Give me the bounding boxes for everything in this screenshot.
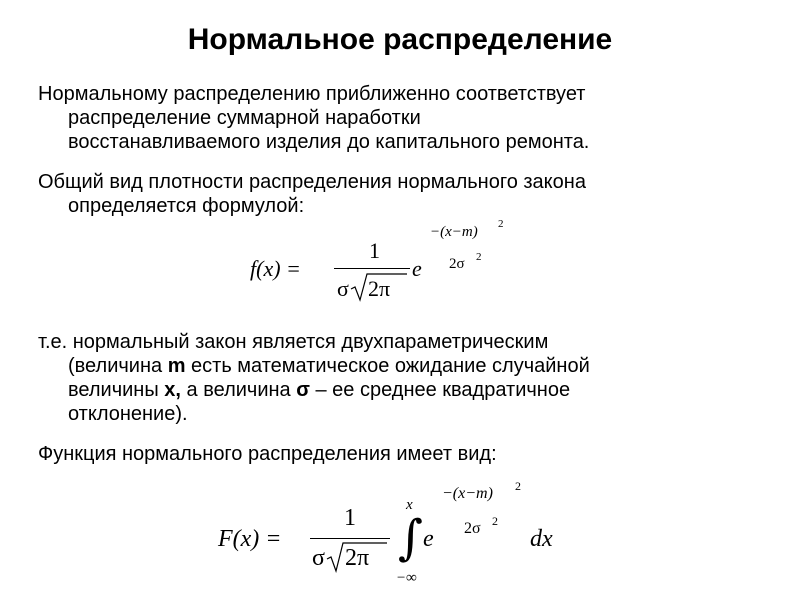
distribution-sigma: σ	[312, 545, 325, 571]
distribution-exp-numerator: −(x−m)	[442, 485, 493, 502]
integral-sign: ∫	[398, 510, 424, 566]
distribution-e: e	[423, 526, 434, 552]
paragraph-3-line-4: отклонение).	[68, 403, 188, 425]
paragraph-2	[38, 170, 778, 218]
differential-dx: dx	[530, 526, 553, 552]
distribution-lhs: F(x) =	[218, 526, 282, 552]
paragraph-1-line-3: восстанавливаемого изделия до капитального ремонта.	[68, 131, 590, 153]
paragraph-3-line-2: (величина m есть математическое ожидание случайной	[68, 355, 590, 377]
density-exp-numerator: −(x−m)	[430, 224, 478, 240]
integral-lower-limit: −∞	[396, 570, 417, 586]
distribution-two-pi: 2π	[345, 545, 370, 571]
density-sqrt-sign	[350, 272, 408, 302]
symbol-x: x,	[164, 379, 181, 401]
paragraph-1	[38, 82, 778, 154]
paragraph-4	[38, 442, 778, 466]
paragraph-2-line-1: Общий вид плотности распределения нормального закона	[38, 171, 586, 193]
density-e: e	[412, 256, 422, 281]
paragraph-4-line-1: Функция нормального распределения имеет вид:	[38, 443, 497, 465]
density-numerator: 1	[369, 238, 380, 263]
integral-upper-limit: x	[406, 497, 413, 513]
density-exp-denominator: 2σ	[449, 256, 465, 272]
paragraph-1-line-1: Нормальному распределению приближенно соответствует	[38, 83, 586, 105]
density-two-pi: 2π	[368, 276, 391, 301]
distribution-exp-denominator: 2σ	[464, 520, 481, 537]
paragraph-3-line-3: величины x, а величина σ – ее среднее квадратичное	[68, 379, 571, 401]
distribution-exp-numerator-power: 2	[515, 479, 521, 493]
density-lhs: f(x) =	[250, 256, 301, 281]
density-fraction-bar	[334, 268, 410, 269]
distribution-sqrt-sign	[326, 541, 388, 573]
paragraph-2-line-2: определяется формулой:	[68, 195, 305, 217]
distribution-exp-denominator-power: 2	[492, 514, 498, 528]
distribution-fraction-bar	[310, 538, 390, 539]
paragraph-1-line-2: распределение суммарной наработки	[68, 107, 421, 129]
density-exp-numerator-power: 2	[498, 218, 504, 230]
paragraph-3-line-1: т.е. нормальный закон является двухпараметрическим	[38, 331, 549, 353]
page-title: Нормальное распределение	[187, 23, 613, 56]
distribution-numerator: 1	[344, 505, 356, 531]
symbol-sigma: σ	[296, 379, 310, 401]
symbol-m: m	[167, 355, 186, 377]
density-exp-denominator-power: 2	[476, 251, 482, 263]
density-sigma: σ	[337, 276, 349, 301]
paragraph-3	[38, 330, 778, 426]
